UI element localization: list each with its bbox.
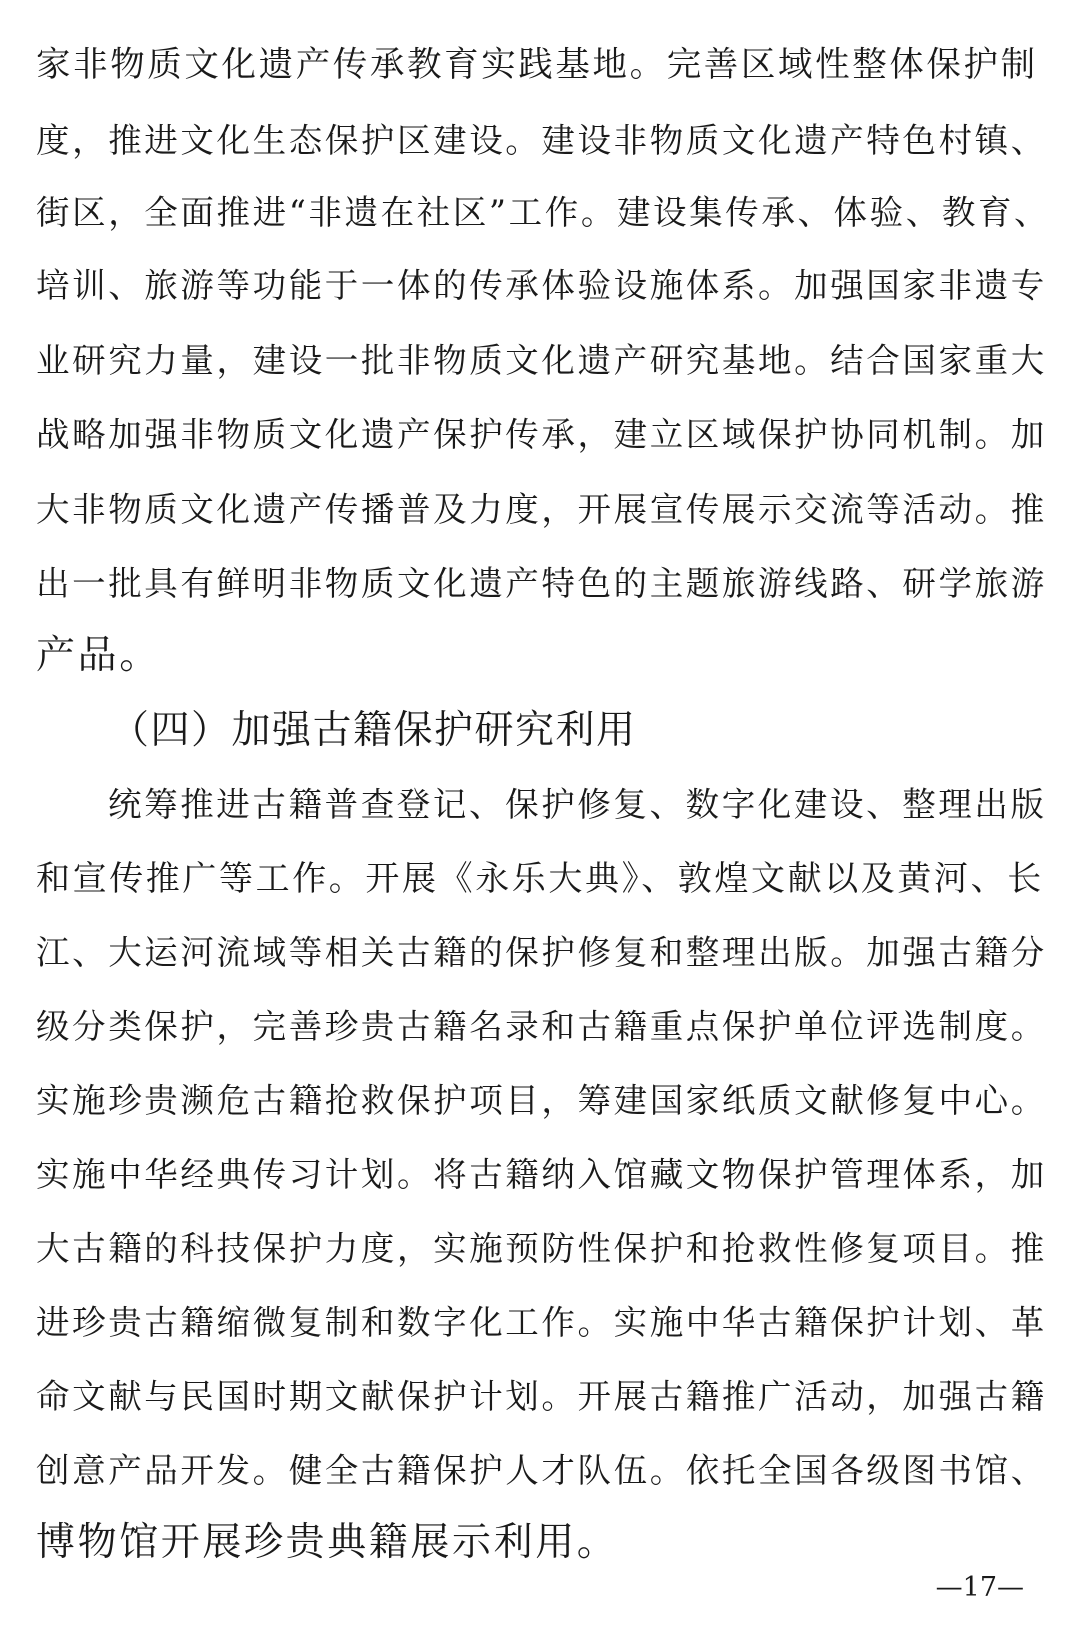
paragraph-2-line-2: 和宣传推广等工作。开展《永乐大典》、敦煌文献以及黄河、长 bbox=[36, 859, 1044, 899]
paragraph-1-line-2: 度，推进文化生态保护区建设。建设非物质文化遗产特色村镇、 bbox=[36, 121, 1047, 160]
paragraph-1-line-8: 出一批具有鲜明非物质文化遗产特色的主题旅游线路、研学旅游 bbox=[36, 564, 1047, 603]
paragraph-2-line-9: 命文献与民国时期文献保护计划。开展古籍推广活动，加强古籍 bbox=[36, 1377, 1047, 1416]
paragraph-1-line-7: 大非物质文化遗产传播普及力度，开展宣传展示交流等活动。推 bbox=[36, 490, 1047, 529]
paragraph-1-line-4: 培训、旅游等功能于一体的传承体验设施体系。加强国家非遗专 bbox=[36, 266, 1047, 305]
paragraph-2-line-11: 博物馆开展珍贵典籍展示利用。 bbox=[36, 1520, 619, 1565]
paragraph-1-line-3: 街区，全面推进“非遗在社区”工作。建设集传承、体验、教育、 bbox=[36, 193, 1051, 232]
paragraph-2-line-3: 江、大运河流域等相关古籍的保护修复和整理出版。加强古籍分 bbox=[36, 933, 1047, 972]
page-number: —17— bbox=[935, 1572, 1024, 1603]
paragraph-1-line-6: 战略加强非物质文化遗产保护传承，建立区域保护协同机制。加 bbox=[36, 415, 1047, 454]
paragraph-2-line-7: 大古籍的科技保护力度，实施预防性保护和抢救性修复项目。推 bbox=[36, 1229, 1047, 1268]
paragraph-2-line-1: 统筹推进古籍普查登记、保护修复、数字化建设、整理出版 bbox=[108, 785, 1047, 824]
paragraph-1-line-1: 家非物质文化遗产传承教育实践基地。完善区域性整体保护制 bbox=[36, 45, 1038, 85]
paragraph-1-line-5: 业研究力量，建设一批非物质文化遗产研究基地。结合国家重大 bbox=[36, 341, 1047, 380]
paragraph-2-line-10: 创意产品开发。健全古籍保护人才队伍。依托全国各级图书馆、 bbox=[36, 1451, 1047, 1490]
paragraph-2-line-4: 级分类保护，完善珍贵古籍名录和古籍重点保护单位评选制度。 bbox=[36, 1007, 1047, 1046]
paragraph-2-line-6: 实施中华经典传习计划。将古籍纳入馆藏文物保护管理体系，加 bbox=[36, 1155, 1047, 1194]
section-heading: （四）加强古籍保护研究利用 bbox=[110, 708, 637, 753]
paragraph-1-line-9: 产品。 bbox=[36, 633, 161, 678]
paragraph-2-line-5: 实施珍贵濒危古籍抢救保护项目，筹建国家纸质文献修复中心。 bbox=[36, 1081, 1047, 1120]
paragraph-2-line-8: 进珍贵古籍缩微复制和数字化工作。实施中华古籍保护计划、革 bbox=[36, 1303, 1047, 1342]
